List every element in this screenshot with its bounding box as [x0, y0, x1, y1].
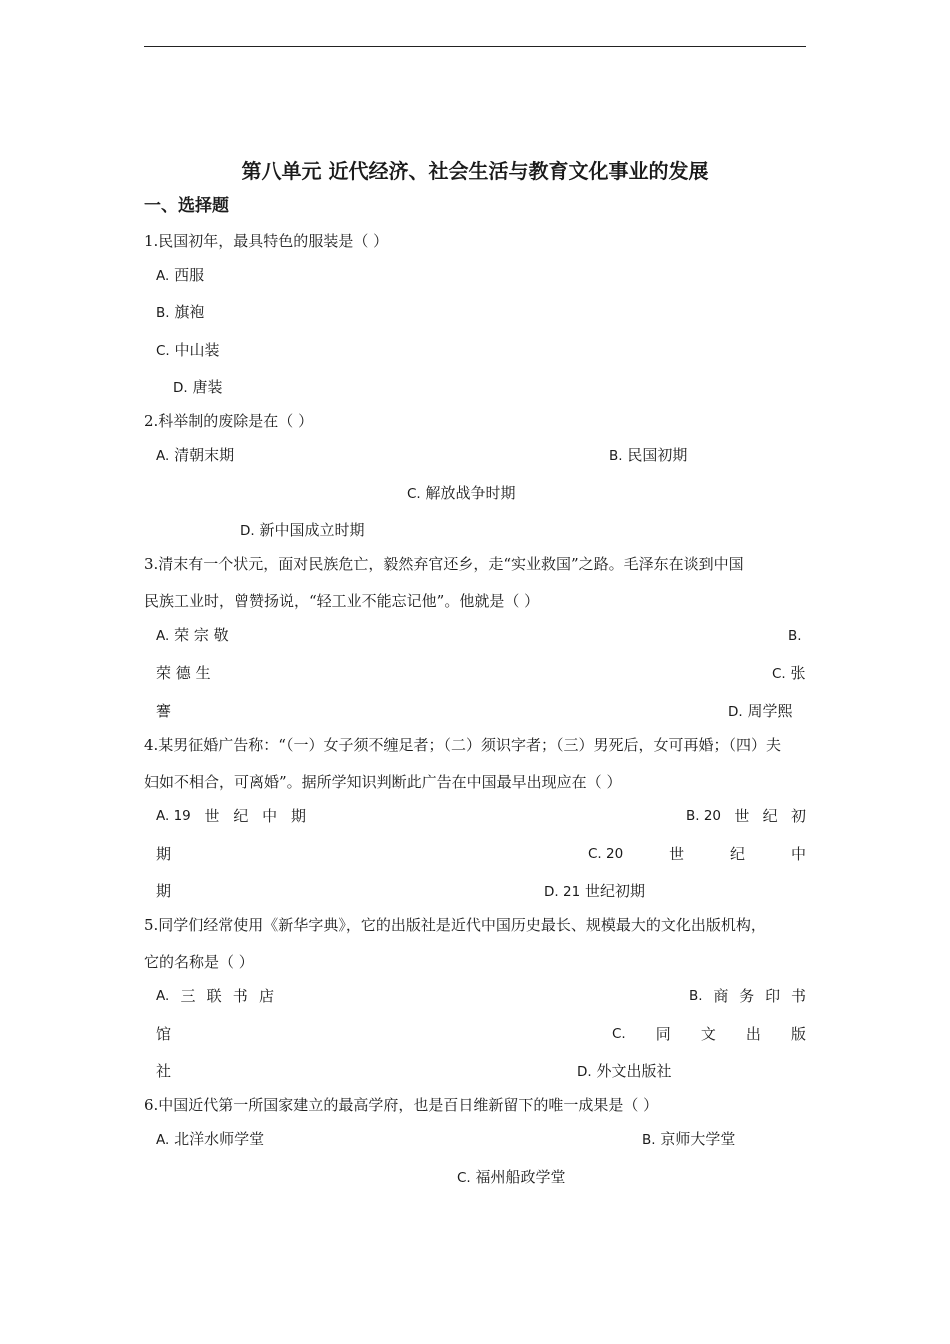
q5-option-c[interactable]: C. 同 文 出 版 — [612, 1025, 806, 1043]
q2-option-d[interactable]: D. 新中国成立时期 — [240, 521, 365, 539]
q4-option-b[interactable]: B. 20 世 纪 初 — [686, 807, 806, 825]
q3-option-c[interactable]: C. 张 — [772, 664, 806, 682]
question-5-stem-line1: 5.同学们经常使用《新华字典》，它的出版社是近代中国历史最长、规模最大的文化出版机构， — [144, 916, 766, 934]
q4-option-d[interactable]: D. 21 世纪初期 — [544, 882, 645, 900]
question-3-stem-line1: 3.清末有一个状元，面对民族危亡，毅然弃官还乡，走“实业救国”之路。毛泽东在谈到中国 — [144, 555, 744, 573]
q4-option-b-cont: 期 — [156, 845, 172, 863]
q1-option-b[interactable]: B. 旗袍 — [156, 303, 205, 321]
q3-option-b-text: 荣 德 生 — [156, 664, 211, 682]
q3-option-c-cont: 謇 — [156, 702, 172, 720]
q2-option-a[interactable]: A. 清朝末期 — [156, 446, 235, 464]
section-heading: 一、选择题 — [144, 196, 229, 216]
q1-option-a[interactable]: A. 西服 — [156, 266, 205, 284]
q5-option-b[interactable]: B. 商 务 印 书 — [689, 987, 806, 1005]
q3-option-b-label[interactable]: B. — [788, 628, 802, 644]
q4-option-a[interactable]: A. 19 世 纪 中 期 — [156, 807, 306, 825]
q5-option-c-cont: 社 — [156, 1062, 172, 1080]
header-rule — [144, 46, 806, 47]
question-5-stem-line2: 它的名称是（ ） — [144, 953, 254, 971]
q6-option-c[interactable]: C. 福州船政学堂 — [457, 1168, 566, 1186]
q2-option-c[interactable]: C. 解放战争时期 — [407, 484, 516, 502]
q3-option-d[interactable]: D. 周学熙 — [728, 702, 793, 720]
q1-option-c[interactable]: C. 中山装 — [156, 341, 220, 359]
page-title: 第八单元 近代经济、社会生活与教育文化事业的发展 — [241, 159, 709, 183]
q4-option-c[interactable]: C. 20 世 纪 中 — [588, 845, 806, 863]
q3-option-a[interactable]: A. 荣 宗 敬 — [156, 626, 229, 644]
q6-option-a[interactable]: A. 北洋水师学堂 — [156, 1130, 265, 1148]
q5-option-b-cont: 馆 — [156, 1025, 172, 1043]
question-4-stem-line1: 4.某男征婚广告称：“（一）女子须不缠足者；（二）须识字者；（三）男死后，女可再婚；（四）夫 — [144, 736, 781, 754]
q6-option-b[interactable]: B. 京师大学堂 — [642, 1130, 736, 1148]
q5-option-d[interactable]: D. 外文出版社 — [577, 1062, 672, 1080]
question-3-stem-line2: 民族工业时，曾赞扬说，“轻工业不能忘记他”。他就是（ ） — [144, 592, 540, 610]
question-2-stem: 2.科举制的废除是在（ ） — [144, 412, 314, 430]
question-6-stem: 6.中国近代第一所国家建立的最高学府，也是百日维新留下的唯一成果是（ ） — [144, 1096, 659, 1114]
q5-option-a[interactable]: A. 三 联 书 店 — [156, 987, 274, 1005]
question-1-stem: 1.民国初年，最具特色的服装是（ ） — [144, 232, 389, 250]
q1-option-d[interactable]: D. 唐装 — [173, 378, 223, 396]
q4-option-c-cont: 期 — [156, 882, 172, 900]
q2-option-b[interactable]: B. 民国初期 — [609, 446, 688, 464]
question-4-stem-line2: 妇如不相合，可离婚”。据所学知识判断此广告在中国最早出现应在（ ） — [144, 773, 622, 791]
